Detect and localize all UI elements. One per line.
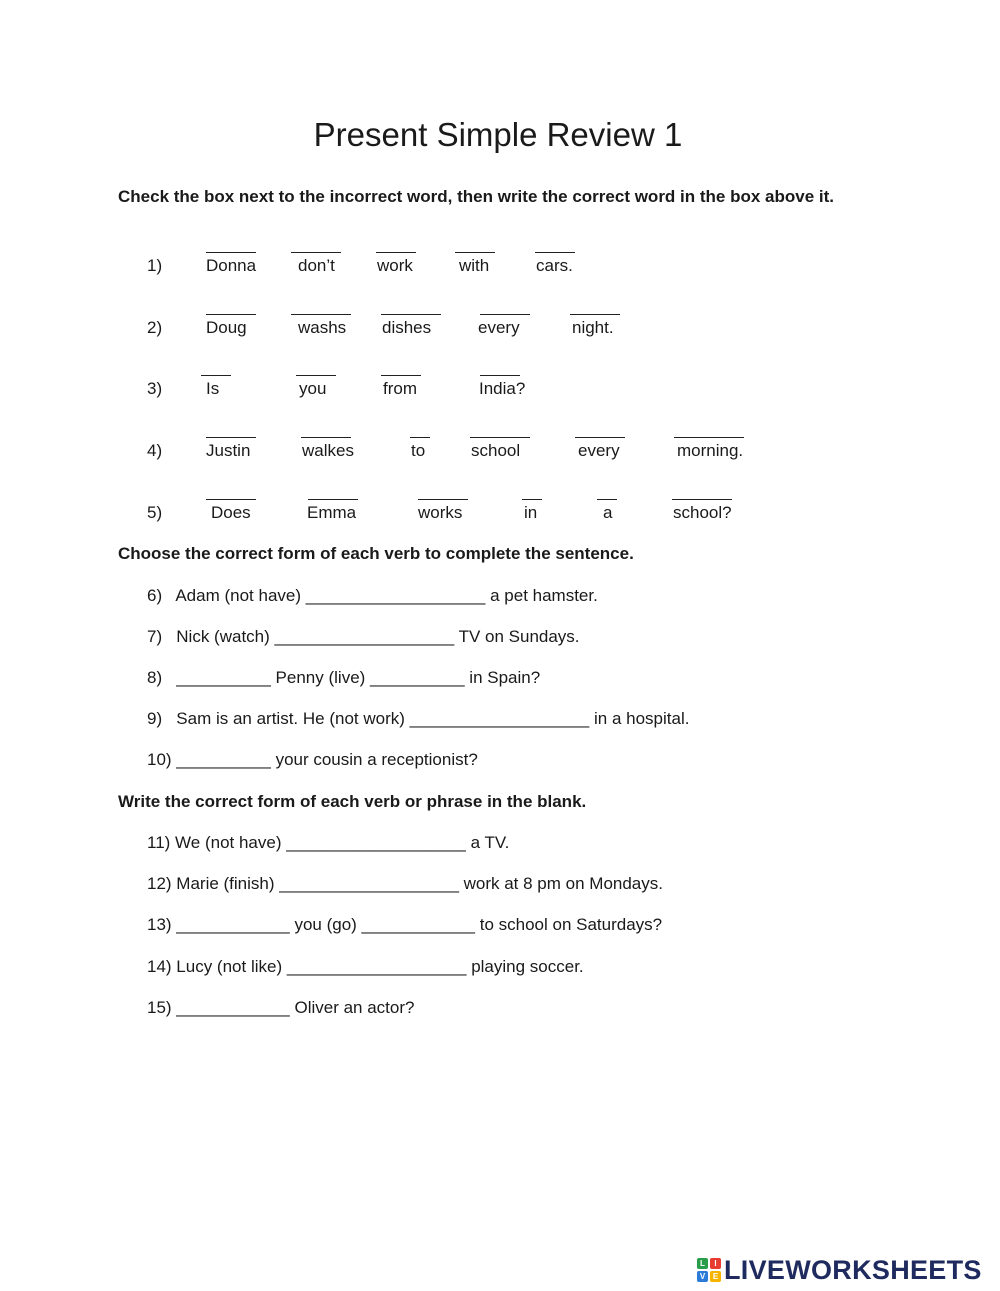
word-option[interactable]: Justin	[206, 441, 251, 460]
answer-blank[interactable]	[291, 252, 341, 253]
word-option[interactable]: from	[383, 379, 417, 398]
answer-blank[interactable]	[480, 314, 530, 315]
sentence-item-11[interactable]: 11) We (not have) ___________________ a TV.	[147, 833, 510, 852]
answer-blank[interactable]	[206, 499, 256, 500]
answer-blank[interactable]	[206, 437, 256, 438]
word-option[interactable]: Does	[211, 503, 251, 522]
word-option[interactable]: every	[478, 318, 520, 337]
answer-blank[interactable]	[206, 314, 256, 315]
sentence-item-15[interactable]: 15) ____________ Oliver an actor?	[147, 998, 415, 1017]
answer-blank[interactable]	[455, 252, 495, 253]
sentence-item-7[interactable]: 7) Nick (watch) ___________________ TV on Sundays.	[147, 627, 580, 646]
word-option[interactable]: morning.	[677, 441, 744, 460]
word-option[interactable]: washs	[298, 318, 347, 337]
answer-blank[interactable]	[201, 375, 231, 376]
logo-cube: E	[710, 1271, 721, 1282]
logo-text: LIVEWORKSHEETS	[724, 1254, 982, 1285]
word-option[interactable]: work	[377, 256, 413, 275]
word-option[interactable]: every	[578, 441, 620, 460]
answer-blank[interactable]	[376, 252, 416, 253]
word-option[interactable]: school	[471, 441, 521, 460]
answer-blank[interactable]	[570, 314, 620, 315]
word-option[interactable]: a	[603, 503, 613, 522]
item-5-number: 5)	[147, 503, 163, 522]
logo-cubes-icon	[697, 1258, 721, 1282]
word-option[interactable]: Is	[206, 379, 220, 398]
sentence-item-13[interactable]: 13) ____________ you (go) ____________ to school on Saturdays?	[147, 915, 663, 934]
word-option[interactable]: walkes	[302, 441, 354, 460]
word-option[interactable]: works	[418, 503, 463, 522]
answer-blank[interactable]	[470, 437, 530, 438]
word-option[interactable]: night.	[572, 318, 614, 337]
liveworksheets-logo	[697, 1256, 982, 1284]
logo-cube: V	[697, 1271, 708, 1282]
answer-blank[interactable]	[597, 499, 617, 500]
word-option[interactable]: dishes	[382, 318, 432, 337]
section2-instruction: Choose the correct form of each verb to complete the sentence.	[118, 544, 634, 563]
logo-cube: I	[710, 1258, 721, 1269]
answer-blank[interactable]	[296, 375, 336, 376]
word-option[interactable]: don’t	[298, 256, 335, 275]
sentence-item-14[interactable]: 14) Lucy (not like) ___________________ playing soccer.	[147, 957, 584, 976]
answer-blank[interactable]	[206, 252, 256, 253]
item-4-number: 4)	[147, 441, 163, 460]
answer-blank[interactable]	[522, 499, 542, 500]
answer-blank[interactable]	[418, 499, 468, 500]
word-option[interactable]: with	[459, 256, 490, 275]
answer-blank[interactable]	[301, 437, 351, 438]
answer-blank[interactable]	[480, 375, 520, 376]
answer-blank[interactable]	[291, 314, 351, 315]
word-option[interactable]: India?	[479, 379, 526, 398]
word-option[interactable]: cars.	[536, 256, 573, 275]
logo-cube: L	[697, 1258, 708, 1269]
answer-blank[interactable]	[308, 499, 358, 500]
word-option[interactable]: Doug	[206, 318, 247, 337]
sentence-item-8[interactable]: 8) __________ Penny (live) __________ in Spain?	[147, 668, 541, 687]
sentence-item-6[interactable]: 6) Adam (not have) ___________________ a pet hamster.	[147, 586, 598, 605]
item-1-number: 1)	[147, 256, 163, 275]
answer-blank[interactable]	[672, 499, 732, 500]
section3-instruction: Write the correct form of each verb or phrase in the blank.	[118, 792, 587, 811]
word-option[interactable]: Emma	[307, 503, 357, 522]
word-option[interactable]: Donna	[206, 256, 257, 275]
sentence-item-12[interactable]: 12) Marie (finish) ___________________ work at 8 pm on Mondays.	[147, 874, 663, 893]
page-title: Present Simple Review 1	[313, 116, 683, 153]
item-2-number: 2)	[147, 318, 163, 337]
word-option[interactable]: to	[411, 441, 426, 460]
answer-blank[interactable]	[410, 437, 430, 438]
answer-blank[interactable]	[575, 437, 625, 438]
answer-blank[interactable]	[381, 375, 421, 376]
word-option[interactable]: school?	[673, 503, 732, 522]
item-3-number: 3)	[147, 379, 163, 398]
word-option[interactable]: you	[299, 379, 327, 398]
answer-blank[interactable]	[674, 437, 744, 438]
answer-blank[interactable]	[535, 252, 575, 253]
sentence-item-9[interactable]: 9) Sam is an artist. He (not work) ___________________ in a hospital.	[147, 709, 690, 728]
answer-blank[interactable]	[381, 314, 441, 315]
sentence-item-10[interactable]: 10) __________ your cousin a receptionist?	[147, 750, 478, 769]
word-option[interactable]: in	[524, 503, 538, 522]
section1-instruction: Check the box next to the incorrect word, then write the correct word in the box above it.	[118, 187, 835, 206]
